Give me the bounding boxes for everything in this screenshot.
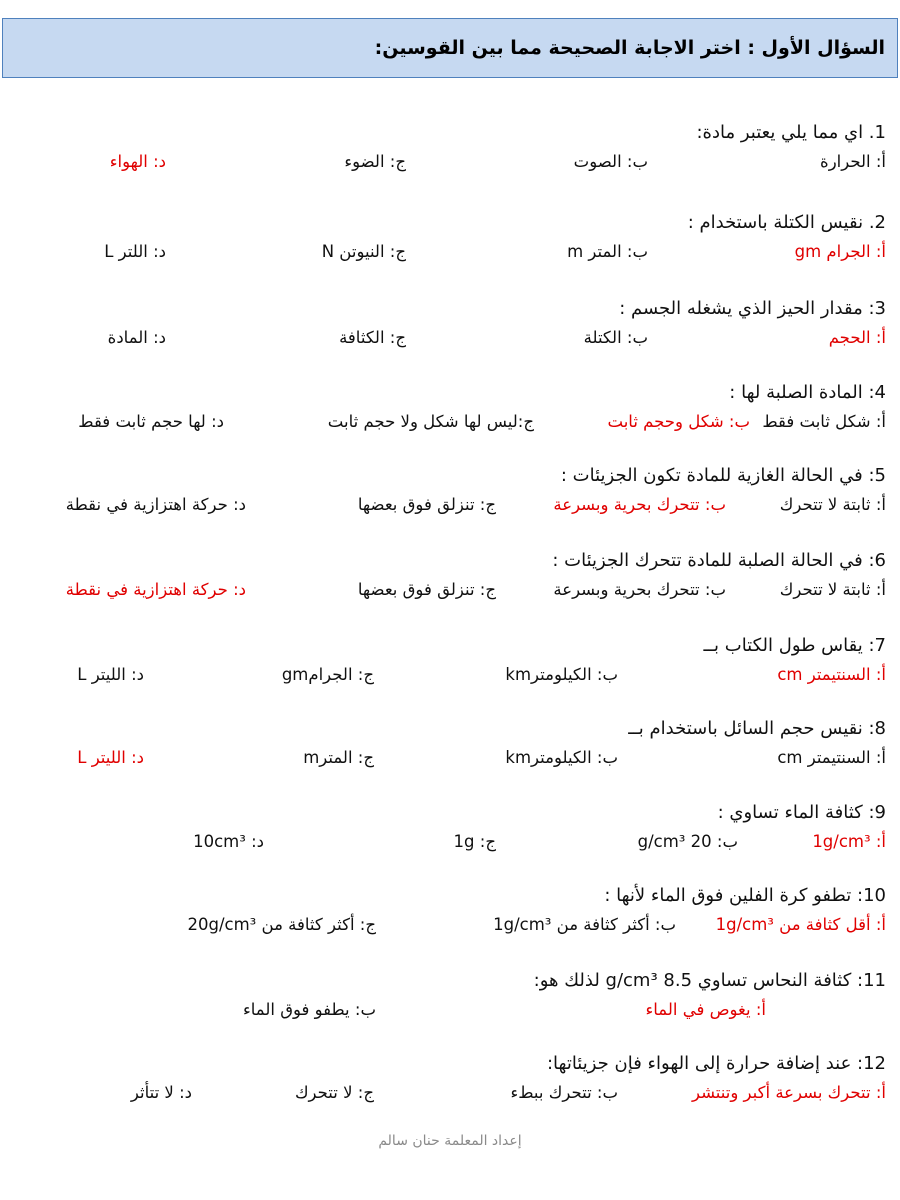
option-a[interactable]: أ: 1g/cm³ [812, 832, 886, 851]
option-a[interactable]: أ: يغوص في الماء [645, 1000, 766, 1019]
option-c[interactable]: ج: الكثافة [339, 328, 406, 347]
question-stem: 8: نقيس حجم السائل باستخدام بــ [628, 718, 886, 739]
option-b[interactable]: ب: تتحرك بحرية وبسرعة [553, 495, 726, 514]
option-a[interactable]: أ: شكل ثابت فقط [762, 412, 886, 431]
option-c[interactable]: ج:ليس لها شكل ولا حجم ثابت [327, 412, 534, 431]
option-a[interactable]: أ: الحرارة [820, 152, 886, 171]
question-6 [0, 550, 900, 610]
question-4 [0, 382, 900, 442]
option-c[interactable]: ج: الضوء [344, 152, 406, 171]
option-d[interactable]: د: الليتر L [77, 665, 144, 684]
question-1 [0, 122, 900, 182]
option-c[interactable]: ج: تنزلق فوق بعضها [357, 495, 496, 514]
option-d[interactable]: د: الليتر L [77, 748, 144, 767]
option-d[interactable]: د: المادة [107, 328, 166, 347]
option-b[interactable]: ب: الكيلومترkm [505, 665, 618, 684]
option-b[interactable]: ب: الصوت [573, 152, 648, 171]
question-8 [0, 718, 900, 778]
question-stem: 6: في الحالة الصلبة للمادة تتحرك الجزيئات : [552, 550, 886, 571]
option-b[interactable]: ب: شكل وحجم ثابت [607, 412, 750, 431]
option-b[interactable]: ب: الكيلومترkm [505, 748, 618, 767]
question-stem: 5: في الحالة الغازية للمادة تكون الجزيئات : [560, 465, 886, 486]
page-header [2, 18, 898, 78]
option-d[interactable]: د: الهواء [109, 152, 166, 171]
question-stem: 9: كثافة الماء تساوي : [717, 802, 886, 823]
option-c[interactable]: ج: المترm [303, 748, 374, 767]
question-5 [0, 465, 900, 525]
option-b[interactable]: ب: يطفو فوق الماء [243, 1000, 376, 1019]
option-b[interactable]: ب: 20 g/cm³ [637, 832, 738, 851]
option-b[interactable]: ب: تتحرك بحرية وبسرعة [553, 580, 726, 599]
header-title: السؤال الأول : اختر الاجابة الصحيحة مما بين القوسين: [374, 37, 885, 59]
option-b[interactable]: ب: الكتلة [583, 328, 648, 347]
option-d[interactable]: د: حركة اهتزازية في نقطة [65, 495, 246, 514]
option-c[interactable]: ج: تنزلق فوق بعضها [357, 580, 496, 599]
question-12 [0, 1053, 900, 1113]
option-c[interactable]: ج: أكثر كثافة من 20g/cm³ [187, 915, 376, 934]
option-c[interactable]: ج: الجرامgm [281, 665, 374, 684]
option-a[interactable]: أ: السنتيمتر cm [777, 748, 886, 767]
option-a[interactable]: أ: السنتيمتر cm [777, 665, 886, 684]
option-a[interactable]: أ: الحجم [828, 328, 886, 347]
option-b[interactable]: ب: أكثر كثافة من 1g/cm³ [493, 915, 676, 934]
option-a[interactable]: أ: الجرام gm [794, 242, 886, 261]
option-d[interactable]: د: لا تتأثر [130, 1083, 192, 1102]
option-d[interactable]: د: لها حجم ثابت فقط [78, 412, 224, 431]
option-b[interactable]: ب: المتر m [567, 242, 648, 261]
question-11 [0, 970, 900, 1030]
option-d[interactable]: د: اللتر L [104, 242, 166, 261]
option-a[interactable]: أ: ثابتة لا تتحرك [779, 495, 886, 514]
option-a[interactable]: أ: ثابتة لا تتحرك [779, 580, 886, 599]
option-c[interactable]: ج: لا تتحرك [294, 1083, 374, 1102]
question-stem: 4: المادة الصلبة لها : [729, 382, 886, 403]
question-stem: 10: تطفو كرة الفلين فوق الماء لأنها : [604, 885, 886, 906]
question-10 [0, 885, 900, 945]
question-stem: 12: عند إضافة حرارة إلى الهواء فإن جزيئاتها: [546, 1053, 886, 1074]
option-d[interactable]: د: 10cm³ [193, 832, 264, 851]
option-c[interactable]: ج: النيوتن N [321, 242, 406, 261]
question-2 [0, 212, 900, 272]
question-7 [0, 635, 900, 695]
option-a[interactable]: أ: تتحرك بسرعة أكبر وتنتشر [691, 1083, 886, 1102]
question-stem: 2. نقيس الكتلة باستخدام : [687, 212, 886, 233]
option-a[interactable]: أ: أقل كثافة من 1g/cm³ [715, 915, 886, 934]
option-d[interactable]: د: حركة اهتزازية في نقطة [65, 580, 246, 599]
question-stem: 3: مقدار الحيز الذي يشغله الجسم : [619, 298, 886, 319]
question-stem: 7: يقاس طول الكتاب بــ [703, 635, 886, 656]
footer-credit: إعداد المعلمة حنان سالم [378, 1133, 522, 1149]
question-stem: 11: كثافة النحاس تساوي 8.5 g/cm³ لذلك هو: [533, 970, 886, 991]
option-c[interactable]: ج: 1g [453, 832, 496, 851]
question-9 [0, 802, 900, 862]
question-3 [0, 298, 900, 358]
option-b[interactable]: ب: تتحرك ببطء [510, 1083, 618, 1102]
question-stem: 1. اي مما يلي يعتبر مادة: [696, 122, 886, 143]
